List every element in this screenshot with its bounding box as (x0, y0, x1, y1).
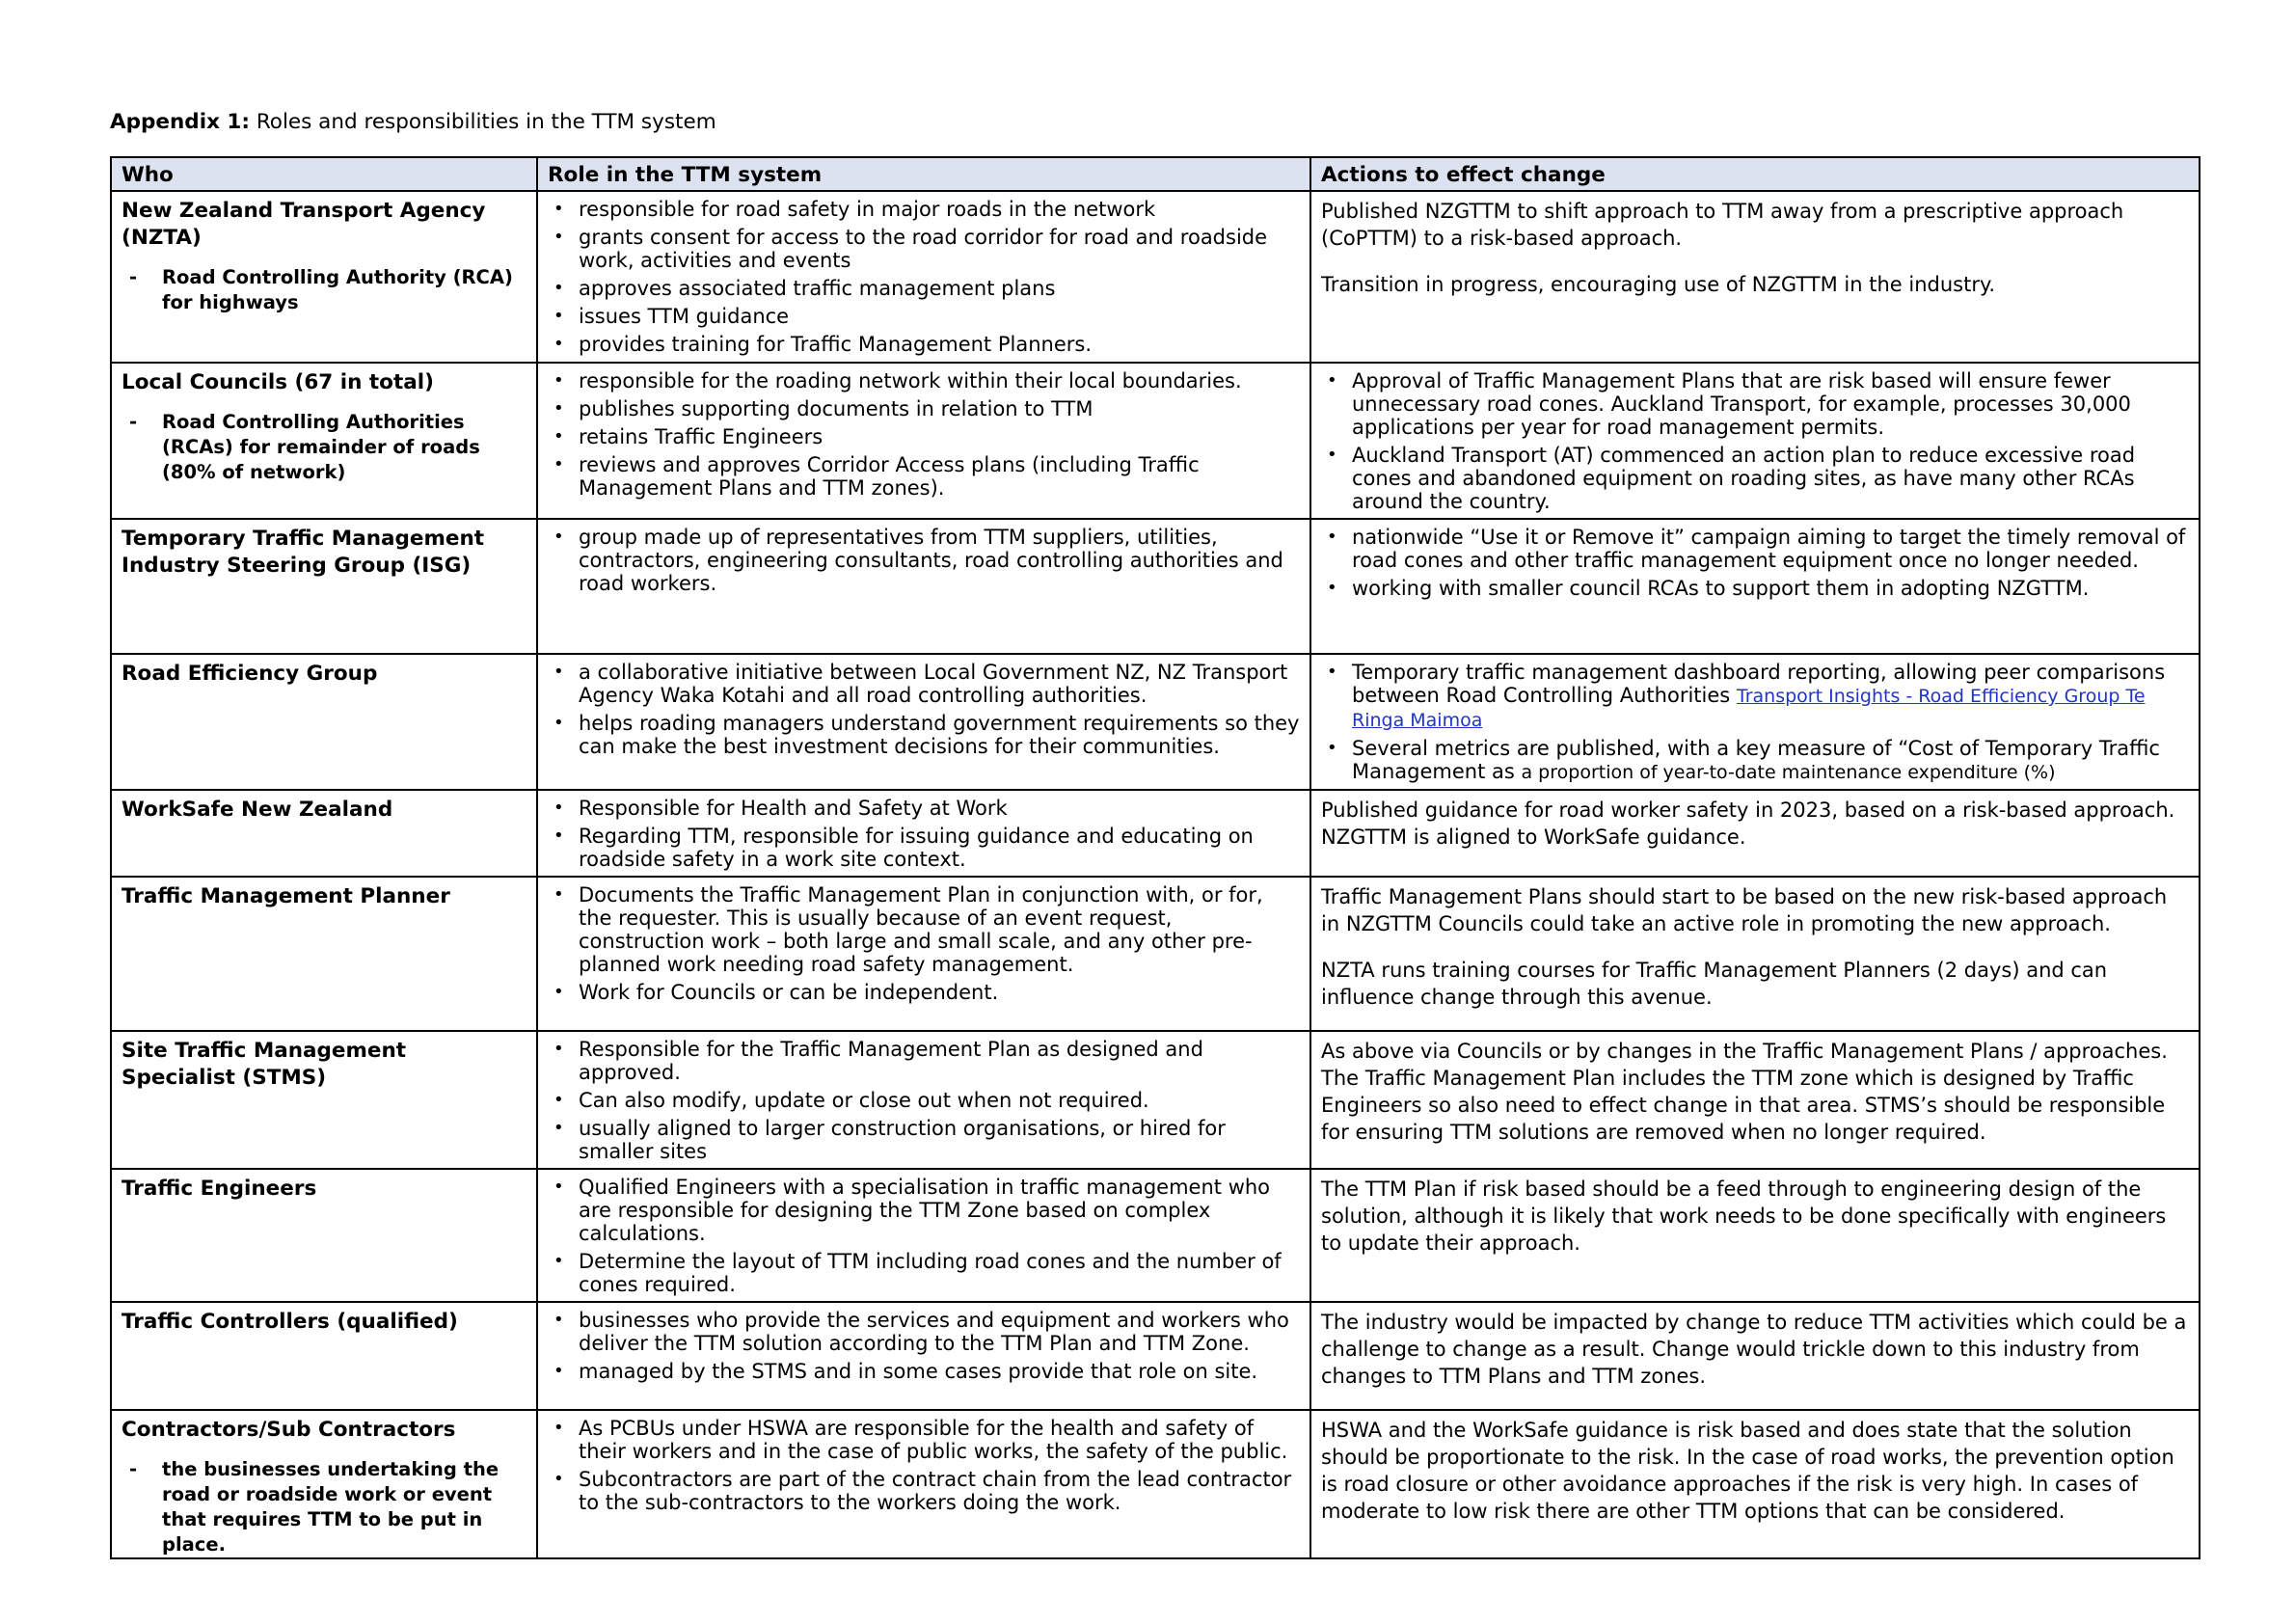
role-cell (537, 1302, 1310, 1410)
header-who: Who (111, 157, 537, 191)
actions-cell (1310, 1031, 2200, 1169)
who-cell (111, 1410, 537, 1558)
role-cell (537, 363, 1310, 519)
role-cell (537, 191, 1310, 363)
who-sub-item: - Road Controlling Authority (RCA) for highways (129, 266, 513, 313)
role-list (548, 797, 1300, 871)
role-item: • Responsible for Health and Safety at Work (554, 797, 1008, 820)
role-item: • businesses who provide the services and equipment and workers who deliver the TTM solution according to the TTM Plan and TTM Zone. (554, 1309, 1289, 1355)
role-list (548, 883, 1300, 1004)
table-row (111, 191, 2200, 363)
action-item: • Auckland Transport (AT) commenced an action plan to reduce excessive road cones and abandoned equipment on roading sites, as have many other RCAs around the country. (1327, 444, 2136, 513)
role-cell (537, 1031, 1310, 1169)
role-list (548, 526, 1300, 595)
who-name: Traffic Engineers (122, 1177, 317, 1201)
actions-cell (1310, 790, 2200, 877)
role-list (548, 1176, 1300, 1296)
role-item: • Documents the Traffic Management Plan in conjunction with, or for, the requester. This is usually because of an event request, construction work – both large and small scale, and any other pre-planned work needing road safety management. (554, 883, 1263, 976)
table-row (111, 654, 2200, 790)
table-row (111, 1031, 2200, 1169)
who-sub-list (122, 1457, 526, 1557)
action-paragraph: The industry would be impacted by change to reduce TTM activities which could be a challenge to change as a result. Change would trickle down to this industry from changes to TTM Plans and TTM zones. (1321, 1311, 2187, 1388)
table-row (111, 877, 2200, 1031)
role-item: • approves associated traffic management plans (554, 277, 1056, 300)
appendix-caption (110, 108, 716, 137)
role-item: • Work for Councils or can be independent. (554, 981, 999, 1004)
actions-list (1321, 369, 2189, 513)
role-item: • Subcontractors are part of the contract chain from the lead contractor to the sub-contractors to the workers doing the work. (554, 1468, 1292, 1514)
role-item: • issues TTM guidance (554, 305, 790, 328)
action-item: • Several metrics are published, with a key measure of “Cost of Temporary Traffic Management as a proportion of year-to-date maintenance expenditure (%) (1327, 737, 2160, 783)
who-cell (111, 1031, 537, 1169)
action-item: • Temporary traffic management dashboard reporting, allowing peer comparisons between Road Controlling Authorities Transport Insights - Road Efficiency Group Te Ringa Maimoa (1327, 661, 2166, 731)
action-paragraph: The TTM Plan if risk based should be a feed through to engineering design of the solution, although it is likely that work needs to be done specifically with engineers to update their approach. (1321, 1177, 2167, 1255)
actions-cell (1310, 877, 2200, 1031)
role-item: • provides training for Traffic Management Planners. (554, 333, 1092, 356)
role-cell (537, 1169, 1310, 1302)
actions-list (1321, 526, 2189, 600)
role-list (548, 1038, 1300, 1163)
who-name: Site Traffic Management Specialist (STMS) (122, 1039, 407, 1090)
action-item: • Approval of Traffic Management Plans that are risk based will ensure fewer unnecessary road cones. Auckland Transport, for example, processes 30,000 applications per year for road management permits. (1327, 369, 2131, 439)
who-name: New Zealand Transport Agency (NZTA) (122, 199, 486, 250)
role-cell (537, 519, 1310, 654)
who-cell (111, 654, 537, 790)
header-role: Role in the TTM system (537, 157, 1310, 191)
action-paragraph: NZTA runs training courses for Traffic Management Planners (2 days) and can influence change through this avenue. (1321, 959, 2108, 1009)
who-name: Road Efficiency Group (122, 662, 378, 686)
role-item: • responsible for the roading network within their local boundaries. (554, 369, 1242, 392)
role-item: • retains Traffic Engineers (554, 425, 824, 448)
action-paragraph: Traffic Management Plans should start to be based on the new risk-based approach in NZGTTM Councils could take an active role in promoting the new approach. (1321, 885, 2168, 935)
actions-cell (1310, 1169, 2200, 1302)
who-name: Temporary Traffic Management Industry Steering Group (ISG) (122, 527, 485, 578)
table-row (111, 1169, 2200, 1302)
role-cell (537, 1410, 1310, 1558)
who-cell (111, 363, 537, 519)
actions-cell (1310, 191, 2200, 363)
who-sub-item: - Road Controlling Authorities (RCAs) for remainder of roads (80% of network) (129, 411, 480, 483)
actions-cell (1310, 654, 2200, 790)
table-row (111, 1302, 2200, 1410)
table-header-row (111, 157, 2200, 191)
role-item: • Responsible for the Traffic Management Plan as designed and approved. (554, 1038, 1203, 1084)
role-list (548, 661, 1300, 758)
role-list (548, 1417, 1300, 1514)
role-list (548, 198, 1300, 356)
who-cell (111, 519, 537, 654)
action-item: • nationwide “Use it or Remove it” campaign aiming to target the timely removal of road cones and other traffic management equipment once no longer needed. (1327, 526, 2186, 572)
role-item: • usually aligned to larger construction organisations, or hired for smaller sites (554, 1117, 1226, 1163)
role-cell (537, 877, 1310, 1031)
transport-insights-link[interactable]: Transport Insights - Road Efficiency Group Te Ringa Maimoa (1352, 686, 2146, 731)
who-name: Traffic Controllers (qualified) (122, 1310, 458, 1334)
table-row (111, 790, 2200, 877)
actions-cell (1310, 1302, 2200, 1410)
role-list (548, 369, 1300, 500)
who-name: Local Councils (67 in total) (122, 370, 434, 394)
role-item: • Can also modify, update or close out when not required. (554, 1089, 1149, 1112)
action-item: • working with smaller council RCAs to support them in adopting NZGTTM. (1327, 577, 2090, 600)
appendix-label: Appendix 1: (110, 110, 250, 134)
roles-table (110, 156, 2200, 1559)
role-item: • grants consent for access to the road corridor for road and roadside work, activities and events (554, 226, 1268, 272)
role-item: • managed by the STMS and in some cases provide that role on site. (554, 1360, 1258, 1383)
who-name: Contractors/Sub Contractors (122, 1418, 456, 1442)
who-cell (111, 1302, 537, 1410)
role-item: • As PCBUs under HSWA are responsible for the health and safety of their workers and in the case of public works, the safety of the public. (554, 1417, 1288, 1463)
role-cell (537, 790, 1310, 877)
role-item: • group made up of representatives from TTM suppliers, utilities, contractors, engineering consultants, road controlling authorities and road workers. (554, 526, 1283, 595)
table-row (111, 1410, 2200, 1558)
who-name: Traffic Management Planner (122, 884, 450, 908)
role-item: • a collaborative initiative between Local Government NZ, NZ Transport Agency Waka Kotahi and all road controlling authorities. (554, 661, 1288, 707)
role-item: • publishes supporting documents in relation to TTM (554, 397, 1094, 420)
who-name: WorkSafe New Zealand (122, 798, 393, 822)
who-cell (111, 191, 537, 363)
role-item: • helps roading managers understand government requirements so they can make the best investment decisions for their communities. (554, 712, 1300, 758)
who-cell (111, 790, 537, 877)
action-paragraph: As above via Councils or by changes in the Traffic Management Plans / approaches. The Traffic Management Plan includes the TTM zone which is designed by Traffic Engineers so also need to effect change in that area. STMS’s should be responsible for ensuring TTM solutions are removed when no longer required. (1321, 1040, 2168, 1144)
appendix-title: Roles and responsibilities in the TTM system (249, 110, 716, 134)
actions-cell (1310, 519, 2200, 654)
who-sub-list (122, 410, 526, 485)
who-cell (111, 1169, 537, 1302)
action-paragraph: Published guidance for road worker safety in 2023, based on a risk-based approach. NZGTTM is aligned to WorkSafe guidance. (1321, 798, 2175, 849)
actions-cell (1310, 363, 2200, 519)
role-item: • responsible for road safety in major roads in the network (554, 198, 1156, 221)
who-sub-list (122, 265, 526, 315)
actions-list (1321, 661, 2189, 784)
action-paragraph: HSWA and the WorkSafe guidance is risk based and does state that the solution should be proportionate to the risk. In the case of road works, the prevention option is road closure or other avoidance approaches if the risk is very high. In cases of moderate to low risk there are other TTM options that can be considered. (1321, 1419, 2174, 1523)
header-actions: Actions to effect change (1310, 157, 2200, 191)
action-paragraph: Published NZGTTM to shift approach to TTM away from a prescriptive approach (CoPTTM) to a risk-based approach. (1321, 200, 2124, 250)
table-row (111, 363, 2200, 519)
who-sub-item: - the businesses undertaking the road or roadside work or event that requires TTM to be put in place. (129, 1458, 500, 1556)
role-list (548, 1309, 1300, 1383)
role-item: • Determine the layout of TTM including road cones and the number of cones required. (554, 1250, 1282, 1296)
actions-cell (1310, 1410, 2200, 1558)
table-row (111, 519, 2200, 654)
role-cell (537, 654, 1310, 790)
role-item: • reviews and approves Corridor Access plans (including Traffic Management Plans and TTM zones). (554, 453, 1200, 500)
action-paragraph: Transition in progress, encouraging use of NZGTTM in the industry. (1321, 273, 1996, 296)
role-item: • Regarding TTM, responsible for issuing guidance and educating on roadside safety in a work site context. (554, 825, 1254, 871)
role-item: • Qualified Engineers with a specialisation in traffic management who are responsible for designing the TTM Zone based on complex calculations. (554, 1176, 1271, 1245)
who-cell (111, 877, 537, 1031)
